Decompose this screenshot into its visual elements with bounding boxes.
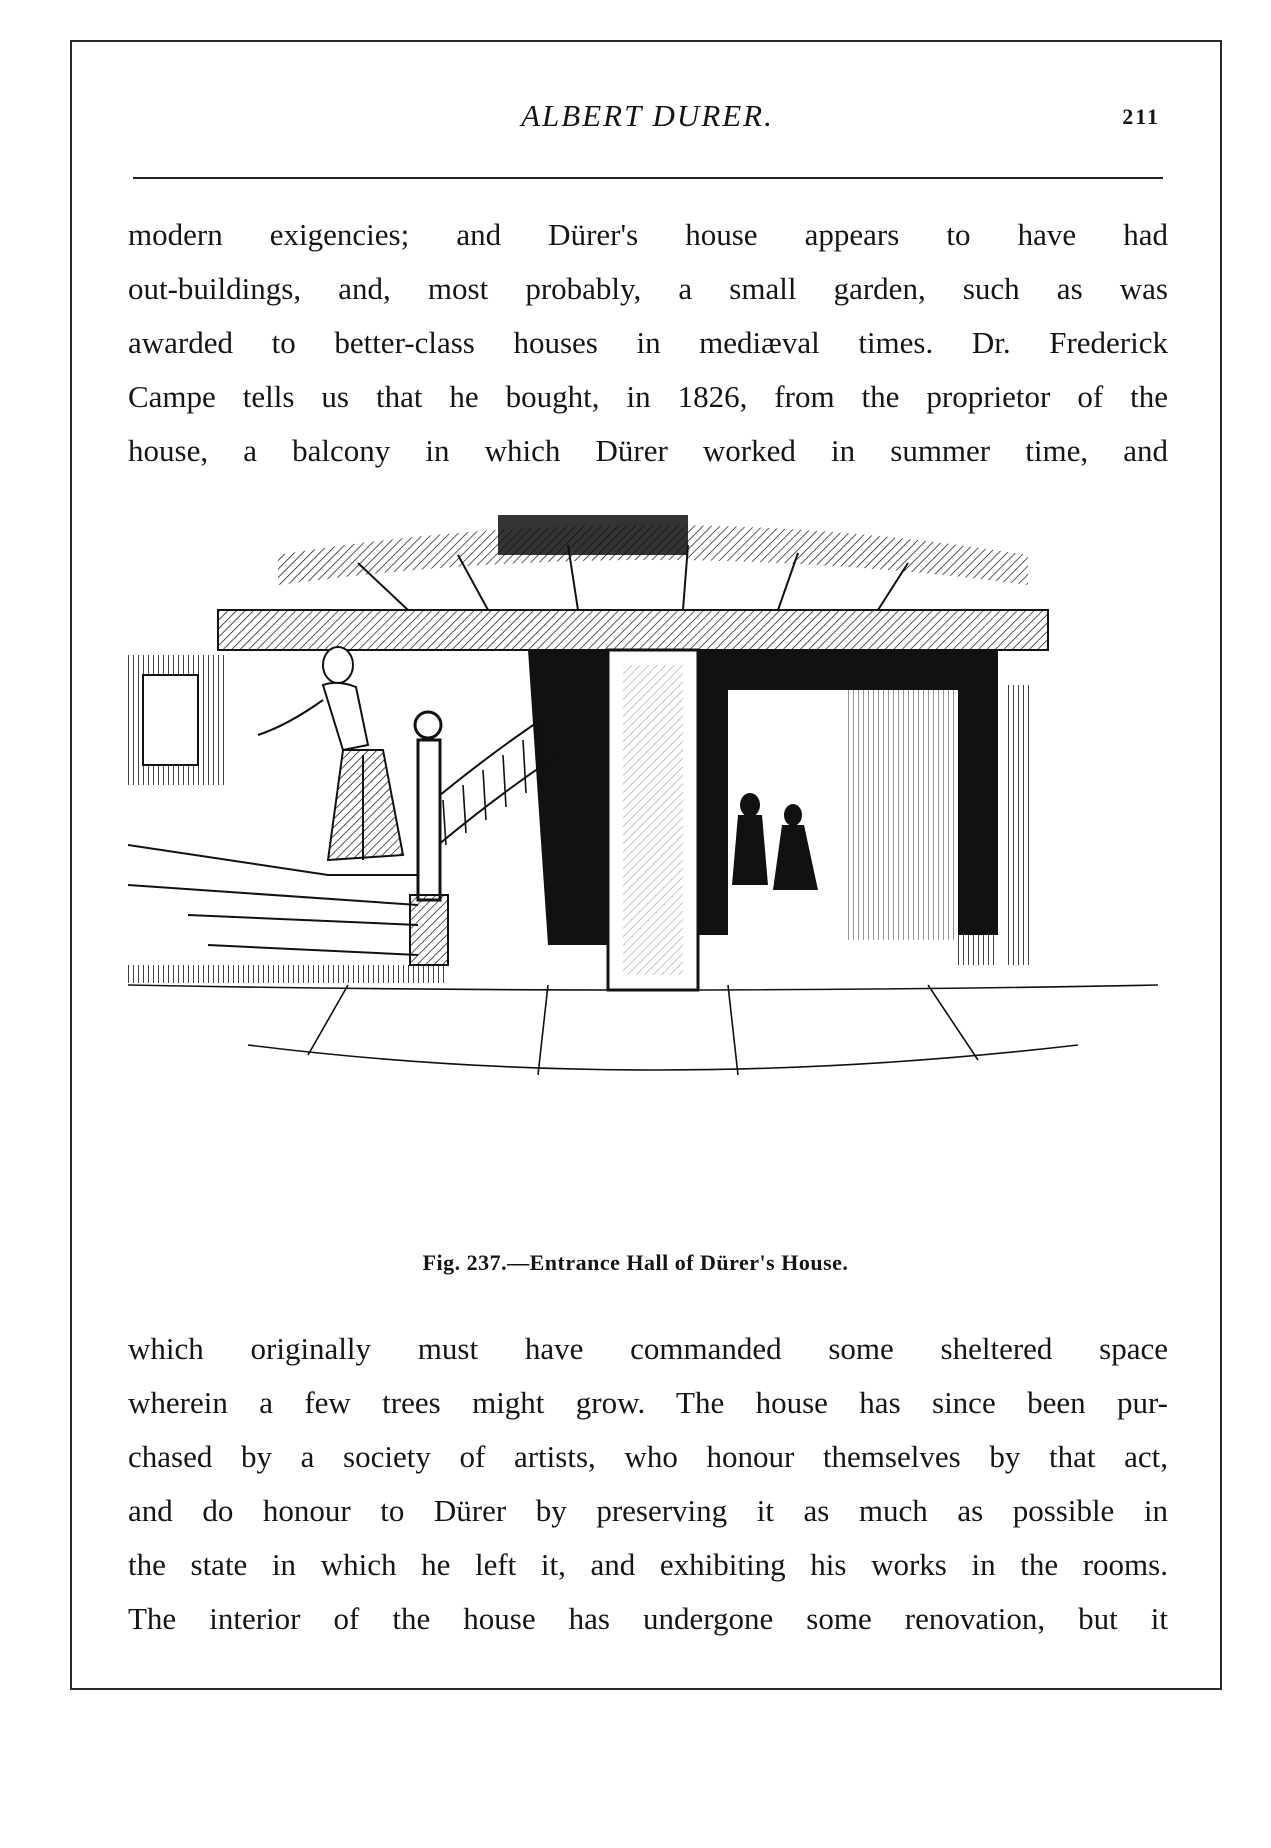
text-line: out-buildings, and, most probably, a small garden, such as was [128, 271, 1168, 306]
header-rule [133, 177, 1163, 179]
text-line: which originally must have commanded some sheltered space [128, 1331, 1168, 1366]
text-line: house, a balcony in which Dürer worked in summer time, and [128, 433, 1168, 468]
engraving-entrance-hall [128, 515, 1158, 1215]
text-line: Campe tells us that he bought, in 1826, from the proprietor of the [128, 379, 1168, 414]
text-line: and do honour to Dürer by preserving it as much as possible in [128, 1493, 1168, 1528]
text-line: wherein a few trees might grow. The house has since been pur- [128, 1385, 1168, 1420]
figure-illustration [128, 515, 1158, 1215]
text-line: the state in which he left it, and exhibiting his works in the rooms. [128, 1547, 1168, 1582]
page-number: 211 [1122, 104, 1160, 129]
text-line: The interior of the house has undergone some renovation, but it [128, 1601, 1168, 1636]
running-title: ALBERT DURER. [521, 98, 774, 133]
text-line: modern exigencies; and Dürer's house appears to have had [128, 217, 1168, 252]
text-line: awarded to better-class houses in mediæval times. Dr. Frederick [128, 325, 1168, 360]
text-line: chased by a society of artists, who honour themselves by that act, [128, 1439, 1168, 1474]
running-header [135, 98, 1160, 138]
body-paragraph-top [128, 208, 1168, 478]
figure-caption: Fig. 237.—Entrance Hall of Dürer's House. [422, 1250, 849, 1275]
body-paragraph-bottom [128, 1322, 1168, 1646]
